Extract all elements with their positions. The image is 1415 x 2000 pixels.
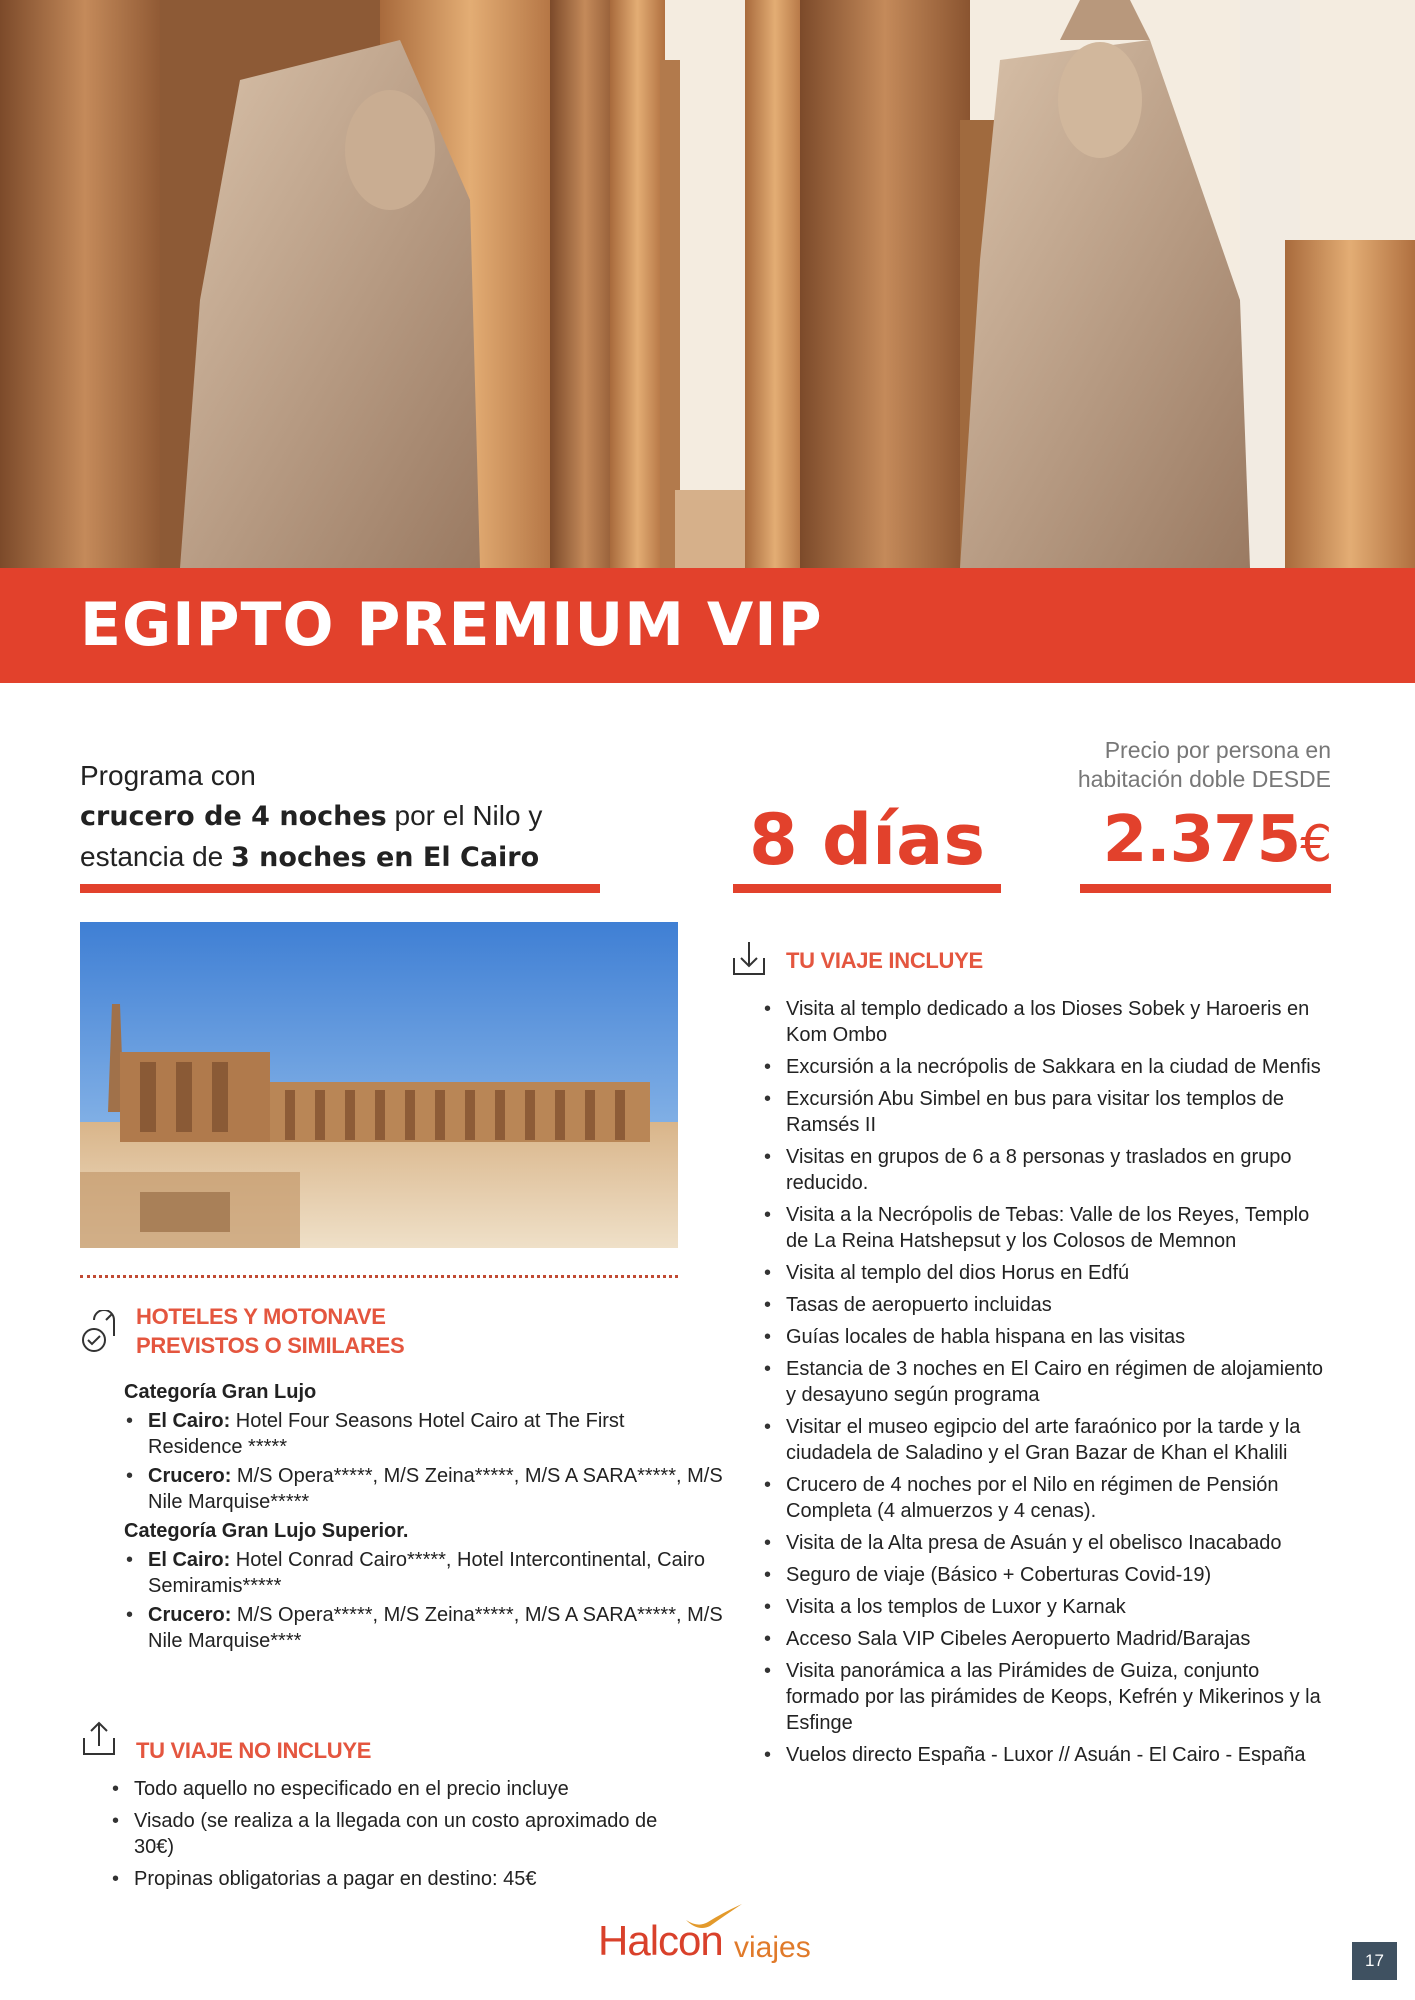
hero-image-luxor-temple bbox=[0, 0, 1415, 568]
list-item: • Seguro de viaje (Básico + Coberturas Covid-19) bbox=[764, 1562, 1324, 1588]
list-item: • Vuelos directo España - Luxor // Asuán - El Cairo - España bbox=[764, 1742, 1324, 1768]
hotels-heading-line-2: PREVISTOS O SIMILARES bbox=[136, 1333, 405, 1358]
item-label: El Cairo: bbox=[148, 1410, 231, 1432]
intro-line-1: Programa con bbox=[80, 760, 256, 791]
list-item: • Todo aquello no especificado en el precio incluye bbox=[112, 1776, 702, 1802]
not-included-list bbox=[112, 1776, 702, 1898]
category-gran-lujo-superior: Categoría Gran Lujo Superior. bbox=[124, 1520, 409, 1542]
hotels-heading bbox=[136, 1302, 536, 1360]
list-item: • Visita al templo dedicado a los Dioses Sobek y Haroeris en Kom Ombo bbox=[764, 996, 1324, 1048]
list-item: • Visitas en grupos de 6 a 8 personas y traslados en grupo reducido. bbox=[764, 1144, 1324, 1196]
logo-halcon-text: Halcon bbox=[598, 1917, 723, 1964]
item-label: Crucero: bbox=[148, 1604, 232, 1626]
list-item: • Crucero de 4 noches por el Nilo en régimen de Pensión Completa (4 almuerzos y 4 cenas). bbox=[764, 1472, 1324, 1524]
upload-icon bbox=[80, 1720, 118, 1763]
list-item: • Visado (se realiza a la llegada con un costo aproximado de 30€) bbox=[112, 1808, 702, 1860]
price-note-line-2: habitación doble DESDE bbox=[1077, 766, 1331, 792]
halcon-viajes-logo bbox=[598, 1902, 828, 1972]
list-item: • Acceso Sala VIP Cibeles Aeropuerto Madrid/Barajas bbox=[764, 1626, 1324, 1652]
item-text: Hotel Four Seasons Hotel Cairo at The First Residence ***** bbox=[148, 1410, 625, 1458]
intro-line-2-rest: por el Nilo y bbox=[386, 800, 543, 831]
intro-line-3-start: estancia de bbox=[80, 841, 231, 872]
hotels-list bbox=[124, 1379, 724, 1657]
list-item bbox=[126, 1463, 724, 1515]
price-value: 2.375 bbox=[1102, 803, 1301, 877]
price-amount bbox=[1080, 800, 1331, 884]
item-text: M/S Opera*****, M/S Zeina*****, M/S A SARA*****, M/S Nile Marquise***** bbox=[148, 1465, 723, 1513]
intro-cairo-bold: 3 noches en El Cairo bbox=[231, 842, 540, 873]
hotel-check-icon bbox=[80, 1310, 120, 1359]
temple-ruins-photo bbox=[80, 922, 678, 1248]
item-text: Hotel Conrad Cairo*****, Hotel Intercontinental, Cairo Semiramis***** bbox=[148, 1549, 705, 1597]
list-item bbox=[126, 1547, 724, 1599]
download-icon bbox=[730, 940, 768, 983]
price-currency: € bbox=[1300, 815, 1331, 873]
page-title: EGIPTO PREMIUM VIP bbox=[80, 590, 823, 660]
hotels-heading-line-1: HOTELES Y MOTONAVE bbox=[136, 1304, 386, 1329]
list-item: • Propinas obligatorias a pagar en destino: 45€ bbox=[112, 1866, 702, 1892]
item-label: Crucero: bbox=[148, 1465, 232, 1487]
included-heading: TU VIAJE INCLUYE bbox=[786, 948, 983, 973]
page-number: 17 bbox=[1352, 1942, 1397, 1980]
list-item bbox=[126, 1408, 724, 1460]
list-item: • Visita al templo del dios Horus en Edfú bbox=[764, 1260, 1324, 1286]
list-item: • Visita a la Necrópolis de Tebas: Valle de los Reyes, Templo de La Reina Hatshepsut y los Colosos de Memnon bbox=[764, 1202, 1324, 1254]
intro-line-3 bbox=[80, 837, 600, 878]
category-gran-lujo: Categoría Gran Lujo bbox=[124, 1381, 317, 1403]
category-gran-lujo-superior-list bbox=[126, 1547, 724, 1654]
list-item bbox=[126, 1602, 724, 1654]
duration-underline bbox=[733, 884, 1001, 893]
price-underline bbox=[1080, 884, 1331, 893]
list-item: • Visita panorámica a las Pirámides de Guiza, conjunto formado por las pirámides de Keops, Kefrén y Mikerinos y la Esfinge bbox=[764, 1658, 1324, 1736]
title-banner bbox=[0, 568, 1415, 683]
program-intro bbox=[80, 756, 600, 878]
intro-line-2 bbox=[80, 796, 600, 837]
intro-cruise-bold: crucero de 4 noches bbox=[80, 801, 387, 832]
list-item: • Visitar el museo egipcio del arte faraónico por la tarde y la ciudadela de Saladino y el Gran Bazar de Khan el Khalili bbox=[764, 1414, 1324, 1466]
not-included-heading: TU VIAJE NO INCLUYE bbox=[136, 1738, 372, 1763]
item-label: El Cairo: bbox=[148, 1549, 231, 1571]
item-text: M/S Opera*****, M/S Zeina*****, M/S A SARA*****, M/S Nile Marquise**** bbox=[148, 1604, 723, 1652]
list-item: • Excursión a la necrópolis de Sakkara en la ciudad de Menfis bbox=[764, 1054, 1324, 1080]
list-item: • Estancia de 3 noches en El Cairo en régimen de alojamiento y desayuno según programa bbox=[764, 1356, 1324, 1408]
intro-underline bbox=[80, 884, 600, 893]
price-note bbox=[1000, 736, 1331, 794]
list-item: • Guías locales de habla hispana en las visitas bbox=[764, 1324, 1324, 1350]
included-list bbox=[764, 996, 1324, 1774]
trip-duration: 8 días bbox=[748, 799, 986, 881]
list-item: • Tasas de aeropuerto incluidas bbox=[764, 1292, 1324, 1318]
logo-viajes-text: viajes bbox=[734, 1931, 811, 1964]
dotted-divider bbox=[80, 1275, 678, 1278]
price-note-line-1: Precio por persona en bbox=[1104, 737, 1331, 763]
list-item: • Excursión Abu Simbel en bus para visitar los templos de Ramsés II bbox=[764, 1086, 1324, 1138]
list-item: • Visita a los templos de Luxor y Karnak bbox=[764, 1594, 1324, 1620]
list-item: • Visita de la Alta presa de Asuán y el obelisco Inacabado bbox=[764, 1530, 1324, 1556]
category-gran-lujo-list bbox=[126, 1408, 724, 1515]
